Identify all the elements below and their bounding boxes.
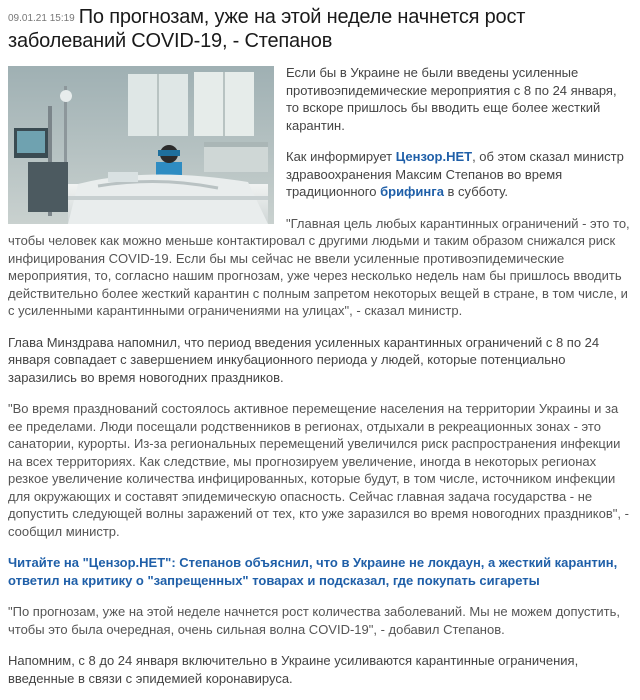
read-also-label: Читайте на "Цензор.НЕТ": bbox=[8, 555, 176, 570]
paragraph-source: Как информирует Цензор.НЕТ, об этом сказал министр здравоохранения Максим Степанов во время традиционного брифинга в субботу. bbox=[286, 149, 624, 199]
paragraph-intro: Если бы в Украине не были введены усиленные противоэпидемические мероприятия с 8 по 24 января, то вскоре пришлось бы вводить еще более жесткий карантин. bbox=[286, 65, 617, 133]
censor-net-link[interactable]: Цензор.НЕТ bbox=[395, 149, 473, 164]
article-title: По прогнозам, уже на этой неделе начнется рост заболеваний COVID-19, - Степанов bbox=[8, 6, 526, 52]
paragraph-reminder: Напомним, с 8 до 24 января включительно в Украине усиливаются карантинные ограничения, введенные в связи с эпидемией коронавируса. bbox=[8, 653, 579, 686]
quote-forecast: "По прогнозам, уже на этой неделе начнется рост количества заболеваний. Мы не можем допустить, чтобы это была очередная, очень сильная волна COVID-19", - добавил Степанов. bbox=[8, 604, 620, 637]
quote-main-goal: "Главная цель любых карантинных ограничений - это то, чтобы человек как можно меньше контактировал с другими людьми и таким образом снижался риск инфицирования COVID-19. Если бы мы сейчас не ввели усиленные противоэпидемические мероприятия, то, согласно нашим прогнозам, уже через несколько недель нам бы пришлось вводить действительно более жесткий карантин с полным запретом некоторых вещей в стране, в том числе, и с усиленными карантинными ограничениями на улицах", - сказал министр. bbox=[8, 215, 630, 318]
hospital-ward-image bbox=[8, 66, 274, 224]
article-photo[interactable] bbox=[8, 66, 274, 224]
publish-date: 09.01.21 15:19 bbox=[8, 13, 75, 24]
read-also-link[interactable]: Степанов объяснил, что в Украине не локдаун, а жесткий карантин, ответил на критику о "запрещенных" товарах и подсказал, где покупать сигареты bbox=[8, 555, 618, 588]
article-header bbox=[8, 6, 632, 54]
quote-holidays: "Во время празднований состоялось активное перемещение населения на территории Украины и за ее пределами. Люди посещали родственников в регионах, отдыхали в рекреационных зонах - это санатории, курорты. Из-за региональных перемещений увеличился риск распространения инфекции на всех территориях. Как следствие, мы прогнозируем увеличение, иногда в некоторых регионах резкое увеличение количества инфицированных, которые будут, в том числе, источником инфекции для окружающих и составят эпидемическую опасность. Сейчас главная задача государства - не допустить следующей волны заражений от тех, кто уже заразился во время новогодних праздников", - сообщил министр. bbox=[8, 401, 629, 539]
paragraph-incubation: Глава Минздрава напомнил, что период введения усиленных карантинных ограничений с 8 по 24 января совпадает с завершением инкубационного периода у людей, которые потенциально заразились во время новогодних праздников. bbox=[8, 334, 600, 385]
briefing-link[interactable]: брифинга bbox=[380, 184, 444, 199]
read-also bbox=[8, 554, 632, 589]
